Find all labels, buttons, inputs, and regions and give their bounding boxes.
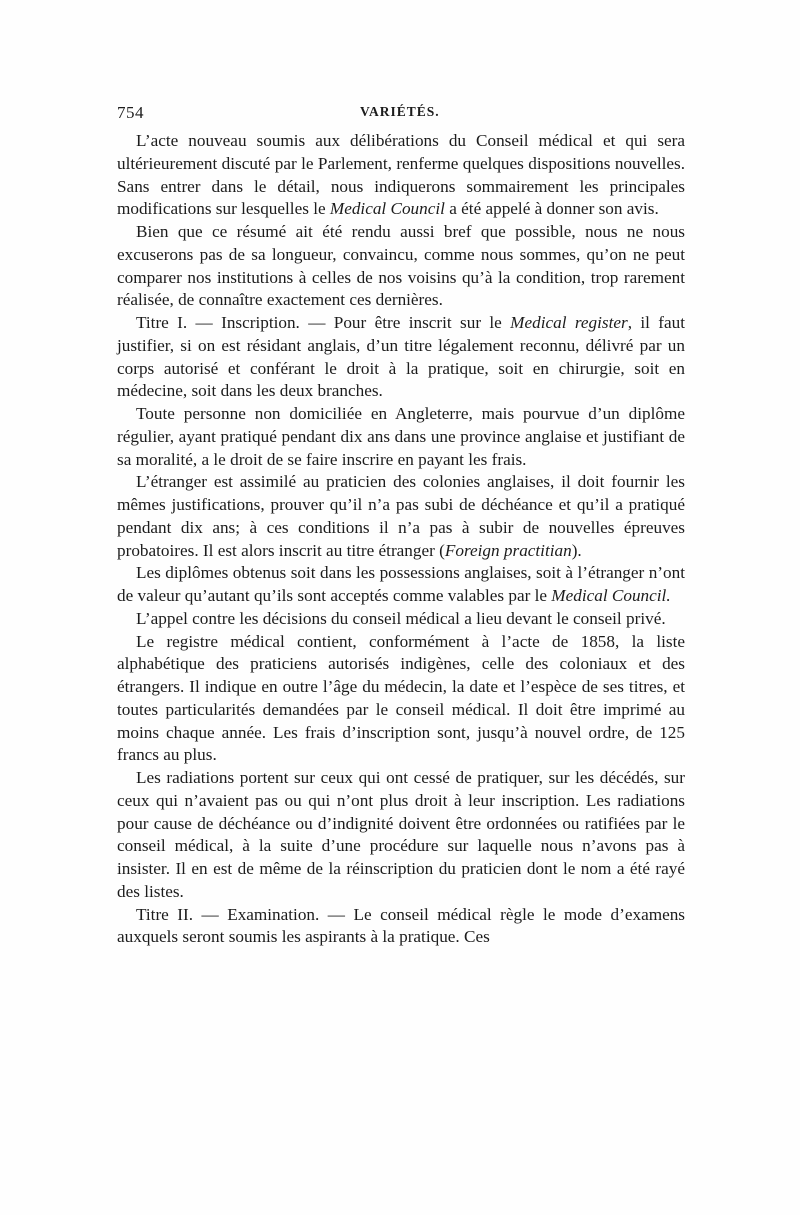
text-run: Bien que ce résumé ait été rendu aussi bref que possible, nous ne nous excuserons pas de sa longueur, convaincu, comme nous sommes, qu’on ne peut comparer nos institutions à celles de nos voisins qu’à la condition, trop rarement réalisée, de connaître exactement ces dernières. (117, 222, 685, 310)
text-run: ). (571, 540, 582, 560)
text-run: Les radiations portent sur ceux qui ont cessé de pratiquer, sur les décédés, sur ceux qui n’avaient pas ou qui n’ont plus droit à leur inscription. Les radiations pour cause de déchéance ou d’indignité doivent être ordonnées ou ratifiées par le conseil médical, à la suite d’une procédure sur laquelle nous n’avons pas à insister. Il en est de même de la réinscription du praticien dont le nom a été rayé des listes. (117, 768, 685, 901)
italic-term: Medical Council. (551, 586, 671, 605)
text-run: , il faut justifier, si on est résidant anglais, d’un titre légalement reconnu, délivré par un corps autorisé et conférant le droit à la pratique, soit en chirurgie, soit en médecine, soit dans les deux branches. (117, 313, 685, 401)
paragraph-4 (117, 403, 685, 471)
text-run: Les diplômes obtenus soit dans les possessions anglaises, soit à l’étranger n’ont de valeur qu’autant qu’ils sont acceptés comme valables par le (117, 563, 685, 605)
italic-term: Medical Council (329, 199, 445, 219)
italic-term: Foreign practitian (444, 540, 572, 560)
paragraph-2 (117, 221, 685, 312)
text-run: Toute personne non domiciliée en Angleterre, mais pourvue d’un diplôme régulier, ayant pratiqué pendant dix ans dans une province anglaise et justifiant de sa moralité, a le droit de se faire inscrire en payant les frais. (117, 404, 685, 469)
text-run: Titre I. — Inscription. — Pour être inscrit sur le (136, 313, 511, 332)
italic-term: Medical register (510, 313, 628, 332)
page-number: 754 (117, 103, 144, 122)
text-run: Le registre médical contient, conformément à l’acte de 1858, la liste alphabétique des praticiens autorisés indigènes, celle des coloniaux et des étrangers. Il indique en outre l’âge du médecin, la date et l’espèce de ses titres, et toutes particularités demandées par le conseil médical. Il doit être imprimé au moins chaque année. Les frais d’inscription sont, jusqu’à nouvel ordre, de 125 francs au plus. (117, 631, 685, 765)
text-run: L’étranger est assimilé au praticien des colonies anglaises, il doit fournir les mêmes justifications, prouver qu’il n’a pas subi de déchéance et qu’il a pratiqué pendant dix ans; à ces conditions il n’a pas à subir de nouvelles épreuves probatoires. Il est alors inscrit au titre étranger ( (117, 472, 685, 560)
text-run: L’appel contre les décisions du conseil médical a lieu devant le conseil privé. (136, 608, 666, 628)
text-run: Titre II. — Examination. — Le conseil médical règle le mode d’examens auxquels seront soumis les aspirants à la pratique. Ces (117, 904, 685, 947)
text-run: a été appelé à donner son avis. (444, 199, 659, 219)
body-text (117, 130, 685, 949)
paragraph-6 (117, 562, 685, 608)
paragraph-7 (117, 608, 685, 631)
text-run: L’acte nouveau soumis aux délibérations du Conseil médical et qui sera ultérieurement discuté par le Parlement, renferme quelques dispositions nouvelles. Sans entrer dans le détail, nous indiquerons sommairement les principales modifications sur lesquelles le (117, 131, 685, 219)
section-title: VARIÉTÉS. (360, 104, 440, 119)
paragraph-1 (117, 130, 685, 221)
paragraph-8 (117, 631, 685, 768)
paragraph-3 (117, 312, 685, 403)
running-head (117, 103, 685, 127)
paragraph-9 (117, 767, 685, 904)
paragraph-10 (117, 904, 685, 950)
paragraph-5 (117, 471, 685, 562)
